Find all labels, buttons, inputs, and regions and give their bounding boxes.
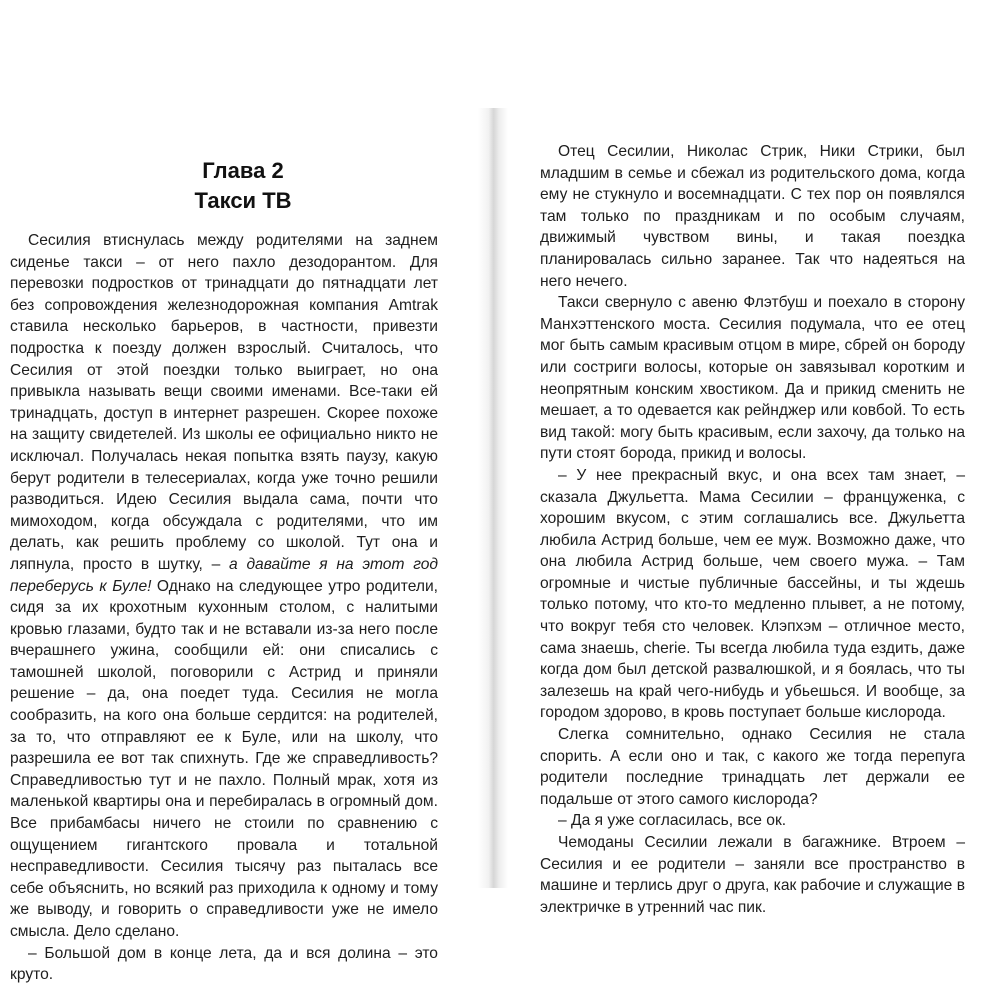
paragraph: Чемоданы Сесилии лежали в багажнике. Втроем – Сесилия и ее родители – заняли все пространство в машине и терлись друг о друга, как рабочие и служащие в электричке в утренний час пик. bbox=[540, 834, 965, 916]
paragraph-text: Сесилия втиснулась между родителями на заднем сиденье такси – от него пахло дезодорантом. Для перевозки подростков от тринадцати до пятнадцати лет без сопровождения железнодорожная компания Amtrak ставила несколько барьеров, в частности, привезти подростка к поезду должен взрослый. Считалось, что Сесилия от этой поездки только выиграет, но она привыкла называть вещи своими именами. Все-таки ей тринадцать, доступ в интернет разрешен. Скорее похоже на защиту свидетелей. Из школы ее официально никто не исключал. Получалась некая попытка взять паузу, какую берут родители в телесериалах, когда уже точно решили разводиться. Идею Сесилия выдала сама, почти что мимоходом, когда обсуждала с родителями, что им делать, как решить проблему со школой. Тут она и ляпнула, просто в шутку, – bbox=[10, 232, 438, 573]
chapter-title: Такси ТВ bbox=[194, 188, 292, 213]
left-page bbox=[0, 0, 486, 1001]
paragraph: – Да я уже согласилась, все ок. bbox=[558, 812, 787, 830]
paragraph: – У нее прекрасный вкус, и она всех там знает, – сказала Джульетта. Мама Сесилии – француженка, с хорошим вкусом, с этим соглашались все. Джульетта любила Астрид больше, чем ее муж. Возможно даже, что она любила Астрид больше, чем своего мужа. – Там огромные и чистые публичные бассейны, и ты ждешь только потому, что кто-то медленно плывет, а не потому, что вокруг тебя сто человек. Клэпхэм – отличное место, сама знаешь, cherie. Ты всегда любила туда ездить, даже когда дом был детской развалюшкой, и я боялась, что ты залезешь на край чего-нибудь и убьешься. И вообще, за городом здорово, в кровь поступает больше кислорода. bbox=[540, 466, 965, 722]
chapter-number: Глава 2 bbox=[202, 158, 284, 183]
paragraph-text: Однако на следующее утро родители, сидя за их крохотным кухонным столом, с налитыми кровью глазами, будто так и не вставали из-за него после вчерашнего ужина, сообщили ей: они списались с тамошней школой, поговорили с Астрид и приняли решение – да, она поедет туда. Сесилия не могла сообразить, на кого она больше сердится: на родителей, за то, что отправляют ее к Буле, или на школу, что разрешила ее вот так спихнуть. Где же справедливость? Справедливостью тут и не пахло. Полный мрак, хотя из маленькой квартиры она и перебиралась в огромный дом. Все прибамбасы ничего не стоили по сравнению с ощущением гигантского провала и тотальной несправедливости. Сесилия тысячу раз пыталась все себе объяснить, но всякий раз приходила к одному и тому же выводу, и говорить о справедливости уже не имело смысла. Дело сделано. bbox=[10, 577, 439, 940]
paragraph: Отец Сесилии, Николас Стрик, Ники Стрики, был младшим в семье и сбежал из родительского дома, когда ему не стукнуло и восемнадцати. С тех пор он появлялся там только по праздникам и по особым случаям, движимый чувством вины, и такая поездка планировалась сильно заранее. Так что надеяться на него нечего. bbox=[540, 143, 965, 290]
italic-quote: а давайте я на этот год переберусь к Буле! bbox=[10, 555, 439, 595]
paragraph bbox=[10, 230, 438, 943]
paragraph: Слегка сомнительно, однако Сесилия не стала спорить. А если оно и так, с какого же тогда перепуга родители последние тринадцать лет держали ее подальше от этого самого кислорода? bbox=[540, 726, 965, 808]
left-page-text bbox=[10, 230, 438, 986]
paragraph: Такси свернуло с авеню Флэтбуш и поехало в сторону Манхэттенского моста. Сесилия подумала, что ее отец мог быть самым красивым отцом в мире, сбрей он бороду или состриги волосы, которые он завязывал коротким и неопрятным конским хвостиком. Да и прикид сменить не мешает, а то одевается как рейнджер или ковбой. То есть вид такой: могу быть красивым, если захочу, да только на пути стоят борода, прикид и волосы. bbox=[540, 294, 965, 463]
right-page-text bbox=[540, 141, 965, 918]
paragraph: – Большой дом в конце лета, да и вся долина – это круто. bbox=[10, 944, 438, 984]
